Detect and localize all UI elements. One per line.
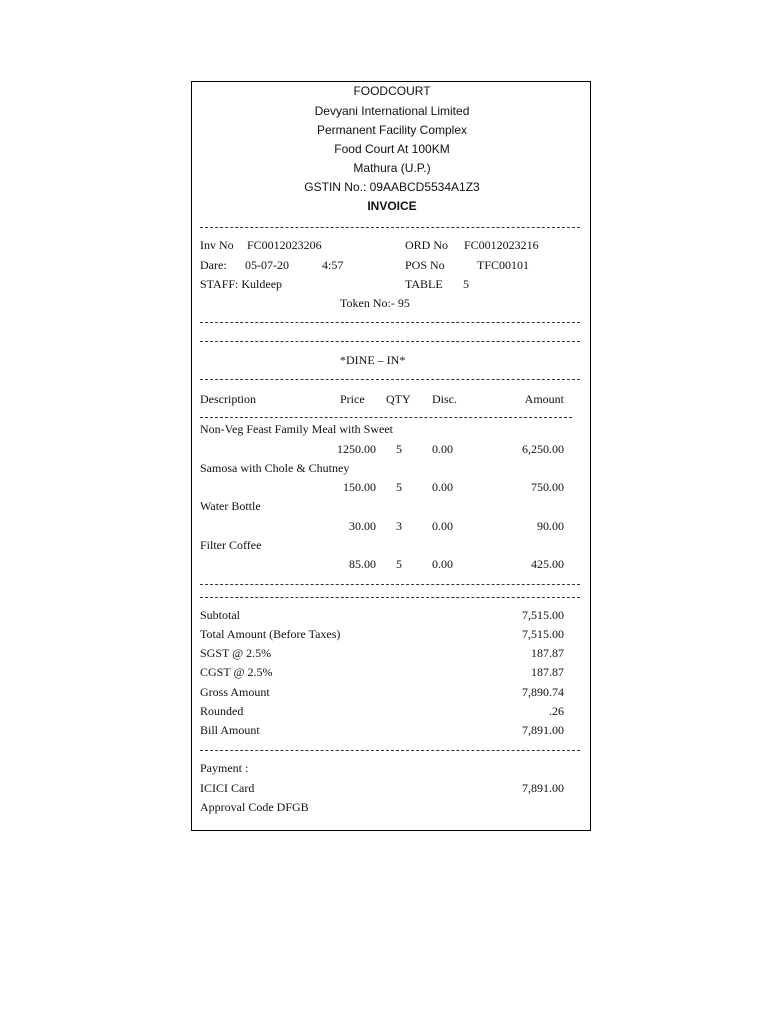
item-name: Filter Coffee: [200, 538, 262, 552]
item-price: 85.00: [349, 557, 376, 571]
facility-name: Permanent Facility Complex: [316, 123, 468, 137]
payment-title: Payment :: [200, 761, 249, 775]
bill-amount-value: 7,891.00: [522, 723, 564, 737]
item-disc: 0.00: [432, 557, 453, 571]
ord-no-value: FC0012023216: [464, 238, 539, 252]
divider: [200, 750, 580, 751]
item-qty: 3: [396, 519, 402, 533]
item-amount: 750.00: [531, 480, 564, 494]
cgst-value: 187.87: [531, 665, 564, 679]
divider: [200, 417, 572, 418]
table-value: 5: [463, 277, 469, 291]
total-before-tax-label: Total Amount (Before Taxes): [200, 627, 341, 641]
subtotal-value: 7,515.00: [522, 608, 564, 622]
pos-no-value: TFC00101: [477, 258, 530, 272]
item-qty: 5: [396, 480, 402, 494]
ord-no-label: ORD No: [405, 238, 449, 252]
item-qty: 5: [396, 557, 402, 571]
date-label: Dare:: [200, 258, 227, 272]
item-amount: 425.00: [531, 557, 564, 571]
location-line: Food Court At 100KM: [334, 142, 450, 156]
token-line: Token No:- 95: [340, 296, 410, 310]
col-qty: QTY: [386, 392, 411, 406]
company-name: FOODCOURT: [353, 84, 431, 98]
item-price: 30.00: [349, 519, 376, 533]
city-line: Mathura (U.P.): [353, 161, 431, 175]
gross-amount-label: Gross Amount: [200, 685, 270, 699]
item-disc: 0.00: [432, 480, 453, 494]
invoice-receipt: [191, 81, 591, 831]
rounded-value: .26: [549, 704, 564, 718]
item-disc: 0.00: [432, 519, 453, 533]
payment-amount: 7,891.00: [522, 781, 564, 795]
cgst-label: CGST @ 2.5%: [200, 665, 273, 679]
document-title: INVOICE: [367, 199, 417, 213]
divider: [200, 584, 580, 585]
total-before-tax-value: 7,515.00: [522, 627, 564, 641]
approval-code: Approval Code DFGB: [200, 800, 309, 814]
divider: [200, 379, 580, 380]
divider: [200, 341, 580, 342]
divider: [200, 597, 580, 598]
inv-no-label: Inv No: [200, 238, 234, 252]
col-price: Price: [340, 392, 365, 406]
time-value: 4:57: [322, 258, 344, 272]
inv-no-value: FC0012023206: [247, 238, 322, 252]
divider: [200, 322, 580, 323]
item-price: 150.00: [343, 480, 376, 494]
gstin-line: GSTIN No.: 09AABCD5534A1Z3: [304, 180, 480, 194]
bill-amount-label: Bill Amount: [200, 723, 260, 737]
item-amount: 6,250.00: [522, 442, 564, 456]
item-qty: 5: [396, 442, 402, 456]
col-disc: Disc.: [432, 392, 457, 406]
rounded-label: Rounded: [200, 704, 244, 718]
sgst-value: 187.87: [531, 646, 564, 660]
table-label: TABLE: [405, 277, 443, 291]
item-amount: 90.00: [537, 519, 564, 533]
col-amount: Amount: [524, 392, 564, 406]
gross-amount-value: 7,890.74: [522, 685, 564, 699]
pos-no-label: POS No: [405, 258, 445, 272]
divider: [200, 227, 580, 228]
date-value: 05-07-20: [245, 258, 289, 272]
item-price: 1250.00: [337, 442, 376, 456]
payment-method: ICICI Card: [200, 781, 255, 795]
sgst-label: SGST @ 2.5%: [200, 646, 272, 660]
subtotal-label: Subtotal: [200, 608, 241, 622]
order-type: *DINE – IN*: [340, 353, 406, 367]
item-name: Samosa with Chole & Chutney: [200, 461, 350, 475]
item-disc: 0.00: [432, 442, 453, 456]
item-name: Non-Veg Feast Family Meal with Sweet: [200, 422, 393, 436]
item-name: Water Bottle: [200, 499, 261, 513]
staff-line: STAFF: Kuldeep: [200, 277, 283, 291]
entity-name: Devyani International Limited: [314, 104, 470, 118]
col-description: Description: [200, 392, 256, 406]
